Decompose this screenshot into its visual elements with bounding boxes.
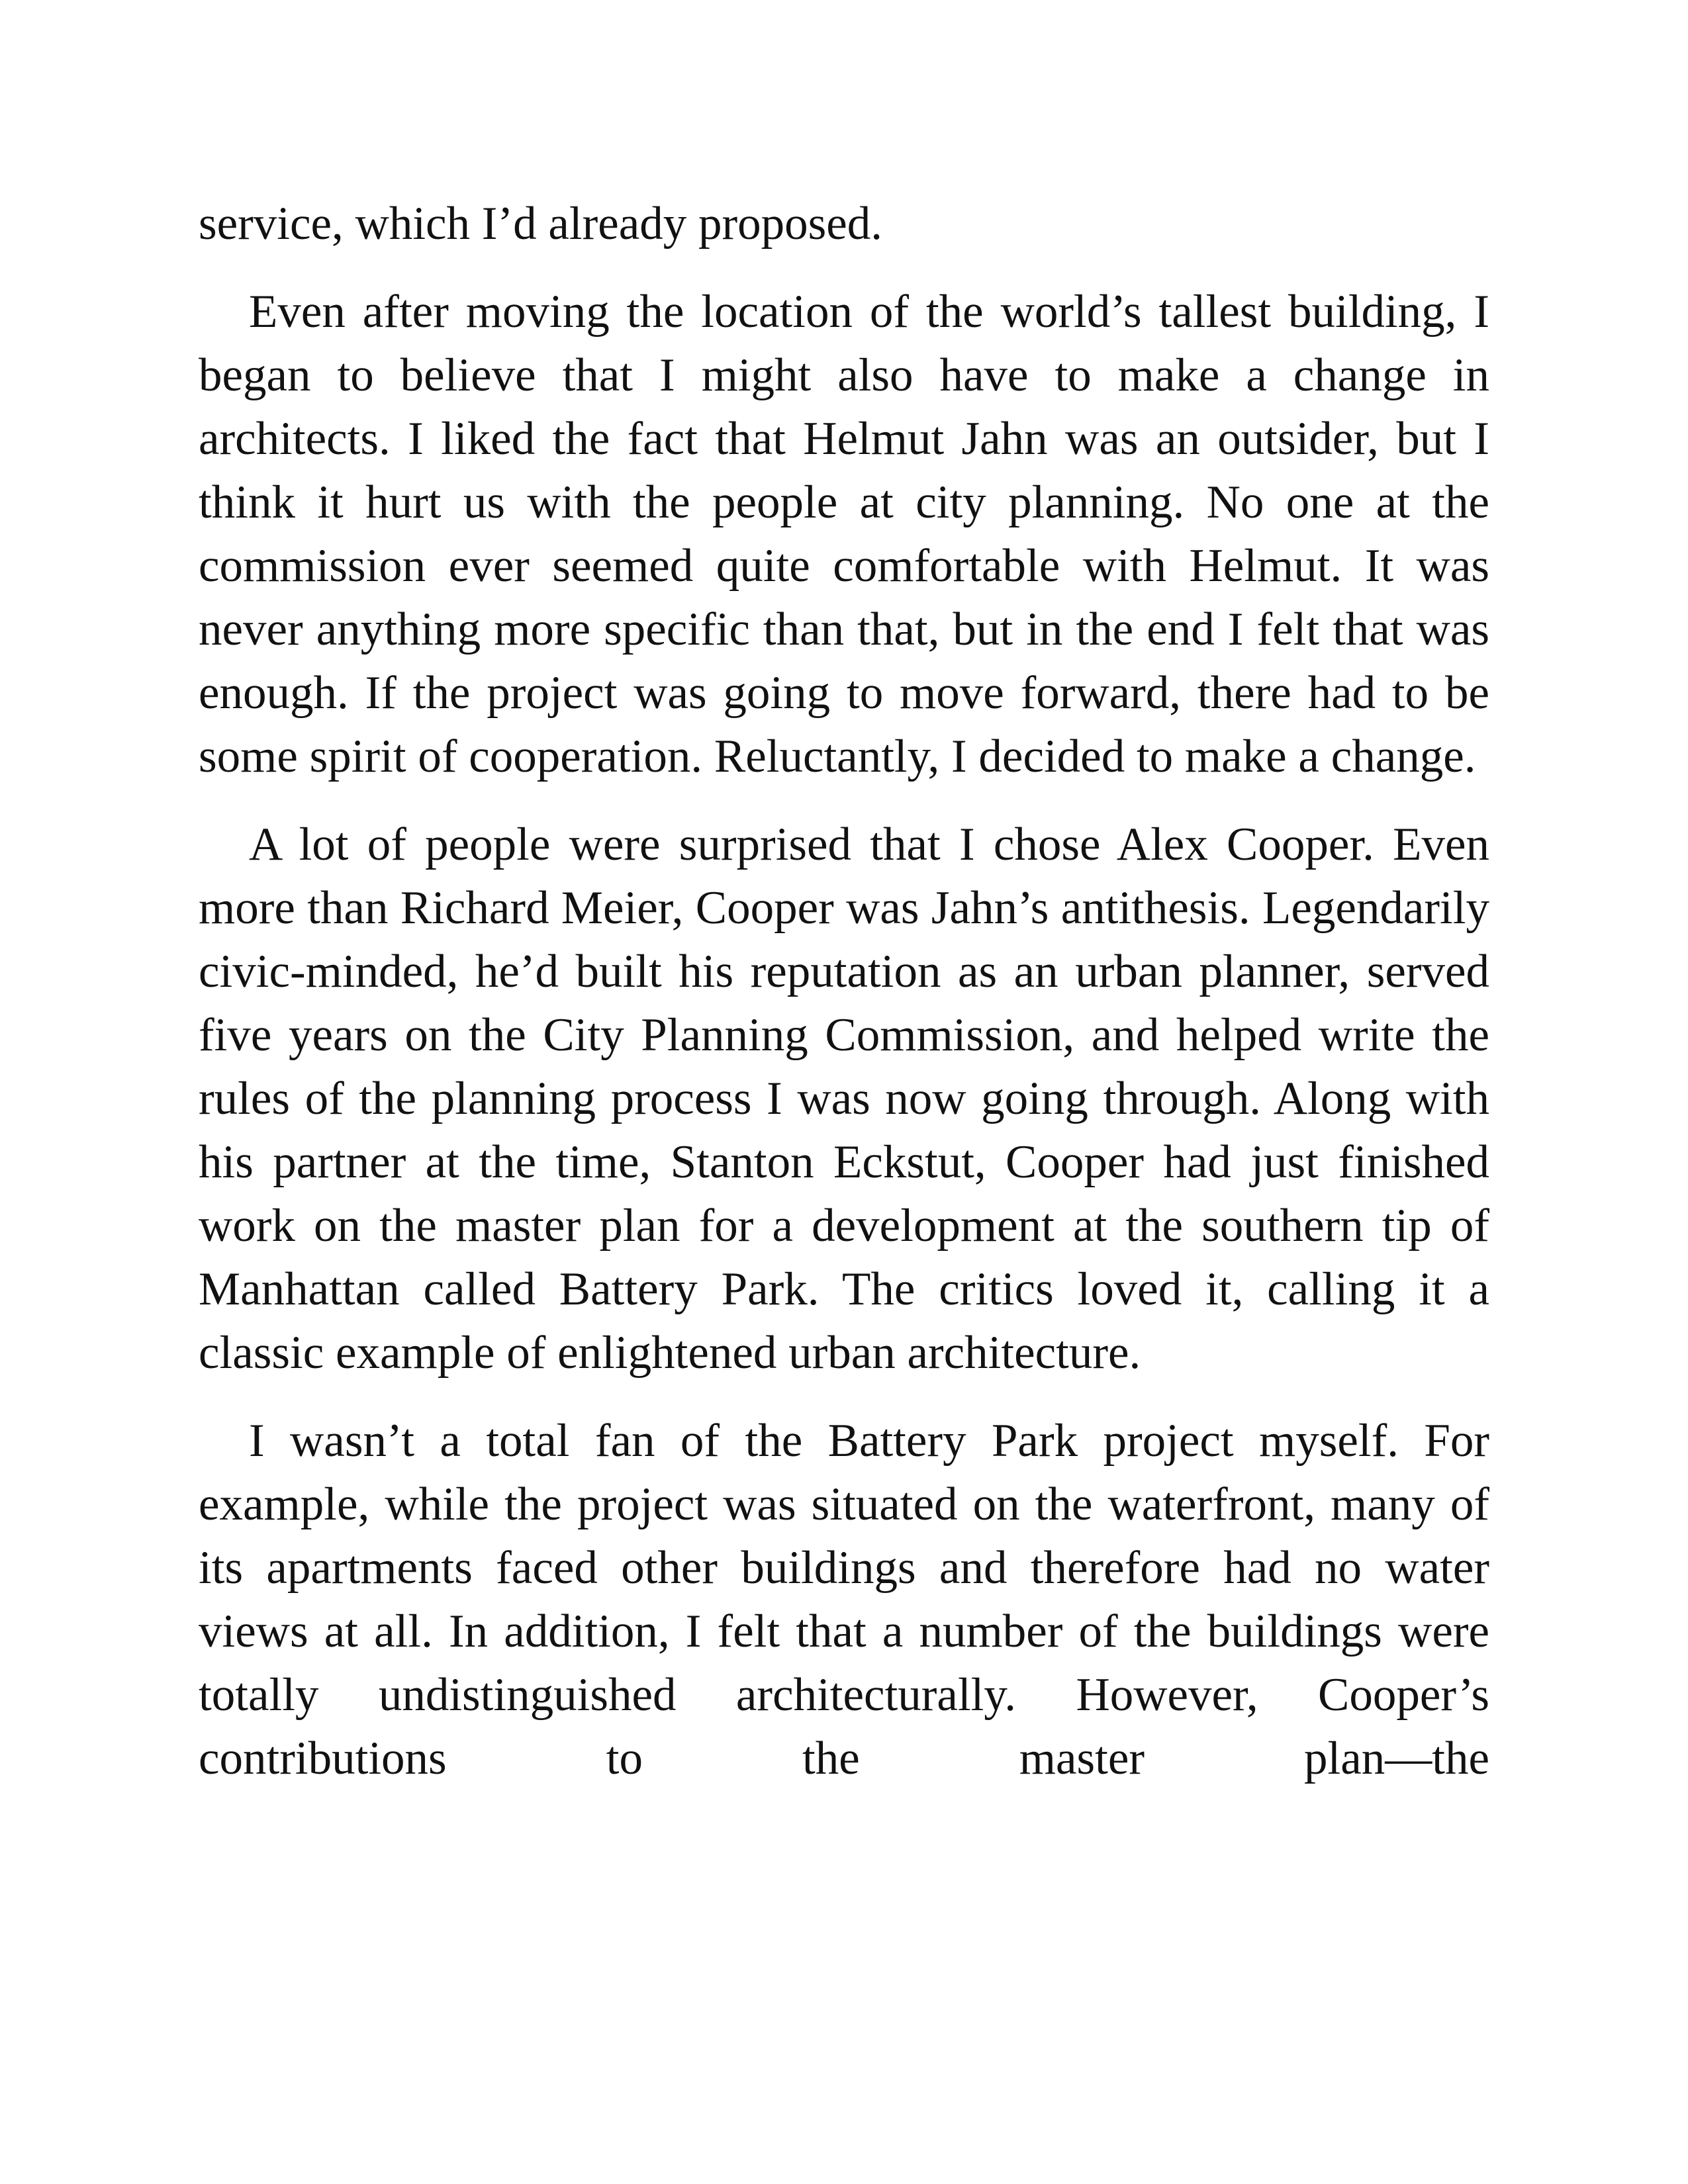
paragraph-architect-change: Even after moving the location of the world’s tallest building, I began to believe that I might also have to make a change in architects. I liked the fact that Helmut Jahn was an outsider, but I think it hurt us with the people at city planning. No one at the commission ever seemed quite comfortable with Helmut. It was never anything more specific than that, but in the end I felt that was enough. If the project was going to move forward, there had to be some spirit of cooperation. Reluctantly, I decided to make a change. bbox=[199, 286, 1489, 782]
paragraph-alex-cooper: A lot of people were surprised that I chose Alex Cooper. Even more than Richard Meier, Cooper was Jahn’s antithesis. Legendarily civic-minded, he’d built his reputation as an urban planner, served five years on the City Planning Commission, and helped write the rules of the planning process I was now going through. Along with his partner at the time, Stanton Eckstut, Cooper had just finished work on the master plan for a development at the southern tip of Manhattan called Battery Park. The critics loved it, calling it a classic example of enlightened urban architecture. bbox=[199, 819, 1489, 1379]
body-text bbox=[199, 192, 1489, 1790]
paragraph-battery-park: I wasn’t a total fan of the Battery Park project myself. For example, while the project was situated on the waterfront, many of its apartments faced other buildings and therefore had no water views at all. In addition, I felt that a number of the buildings were totally undistinguished architecturally. However, Cooper’s contributions to the master plan—the bbox=[199, 1415, 1489, 1784]
paragraph-continued: service, which I’d already proposed. bbox=[199, 198, 883, 250]
